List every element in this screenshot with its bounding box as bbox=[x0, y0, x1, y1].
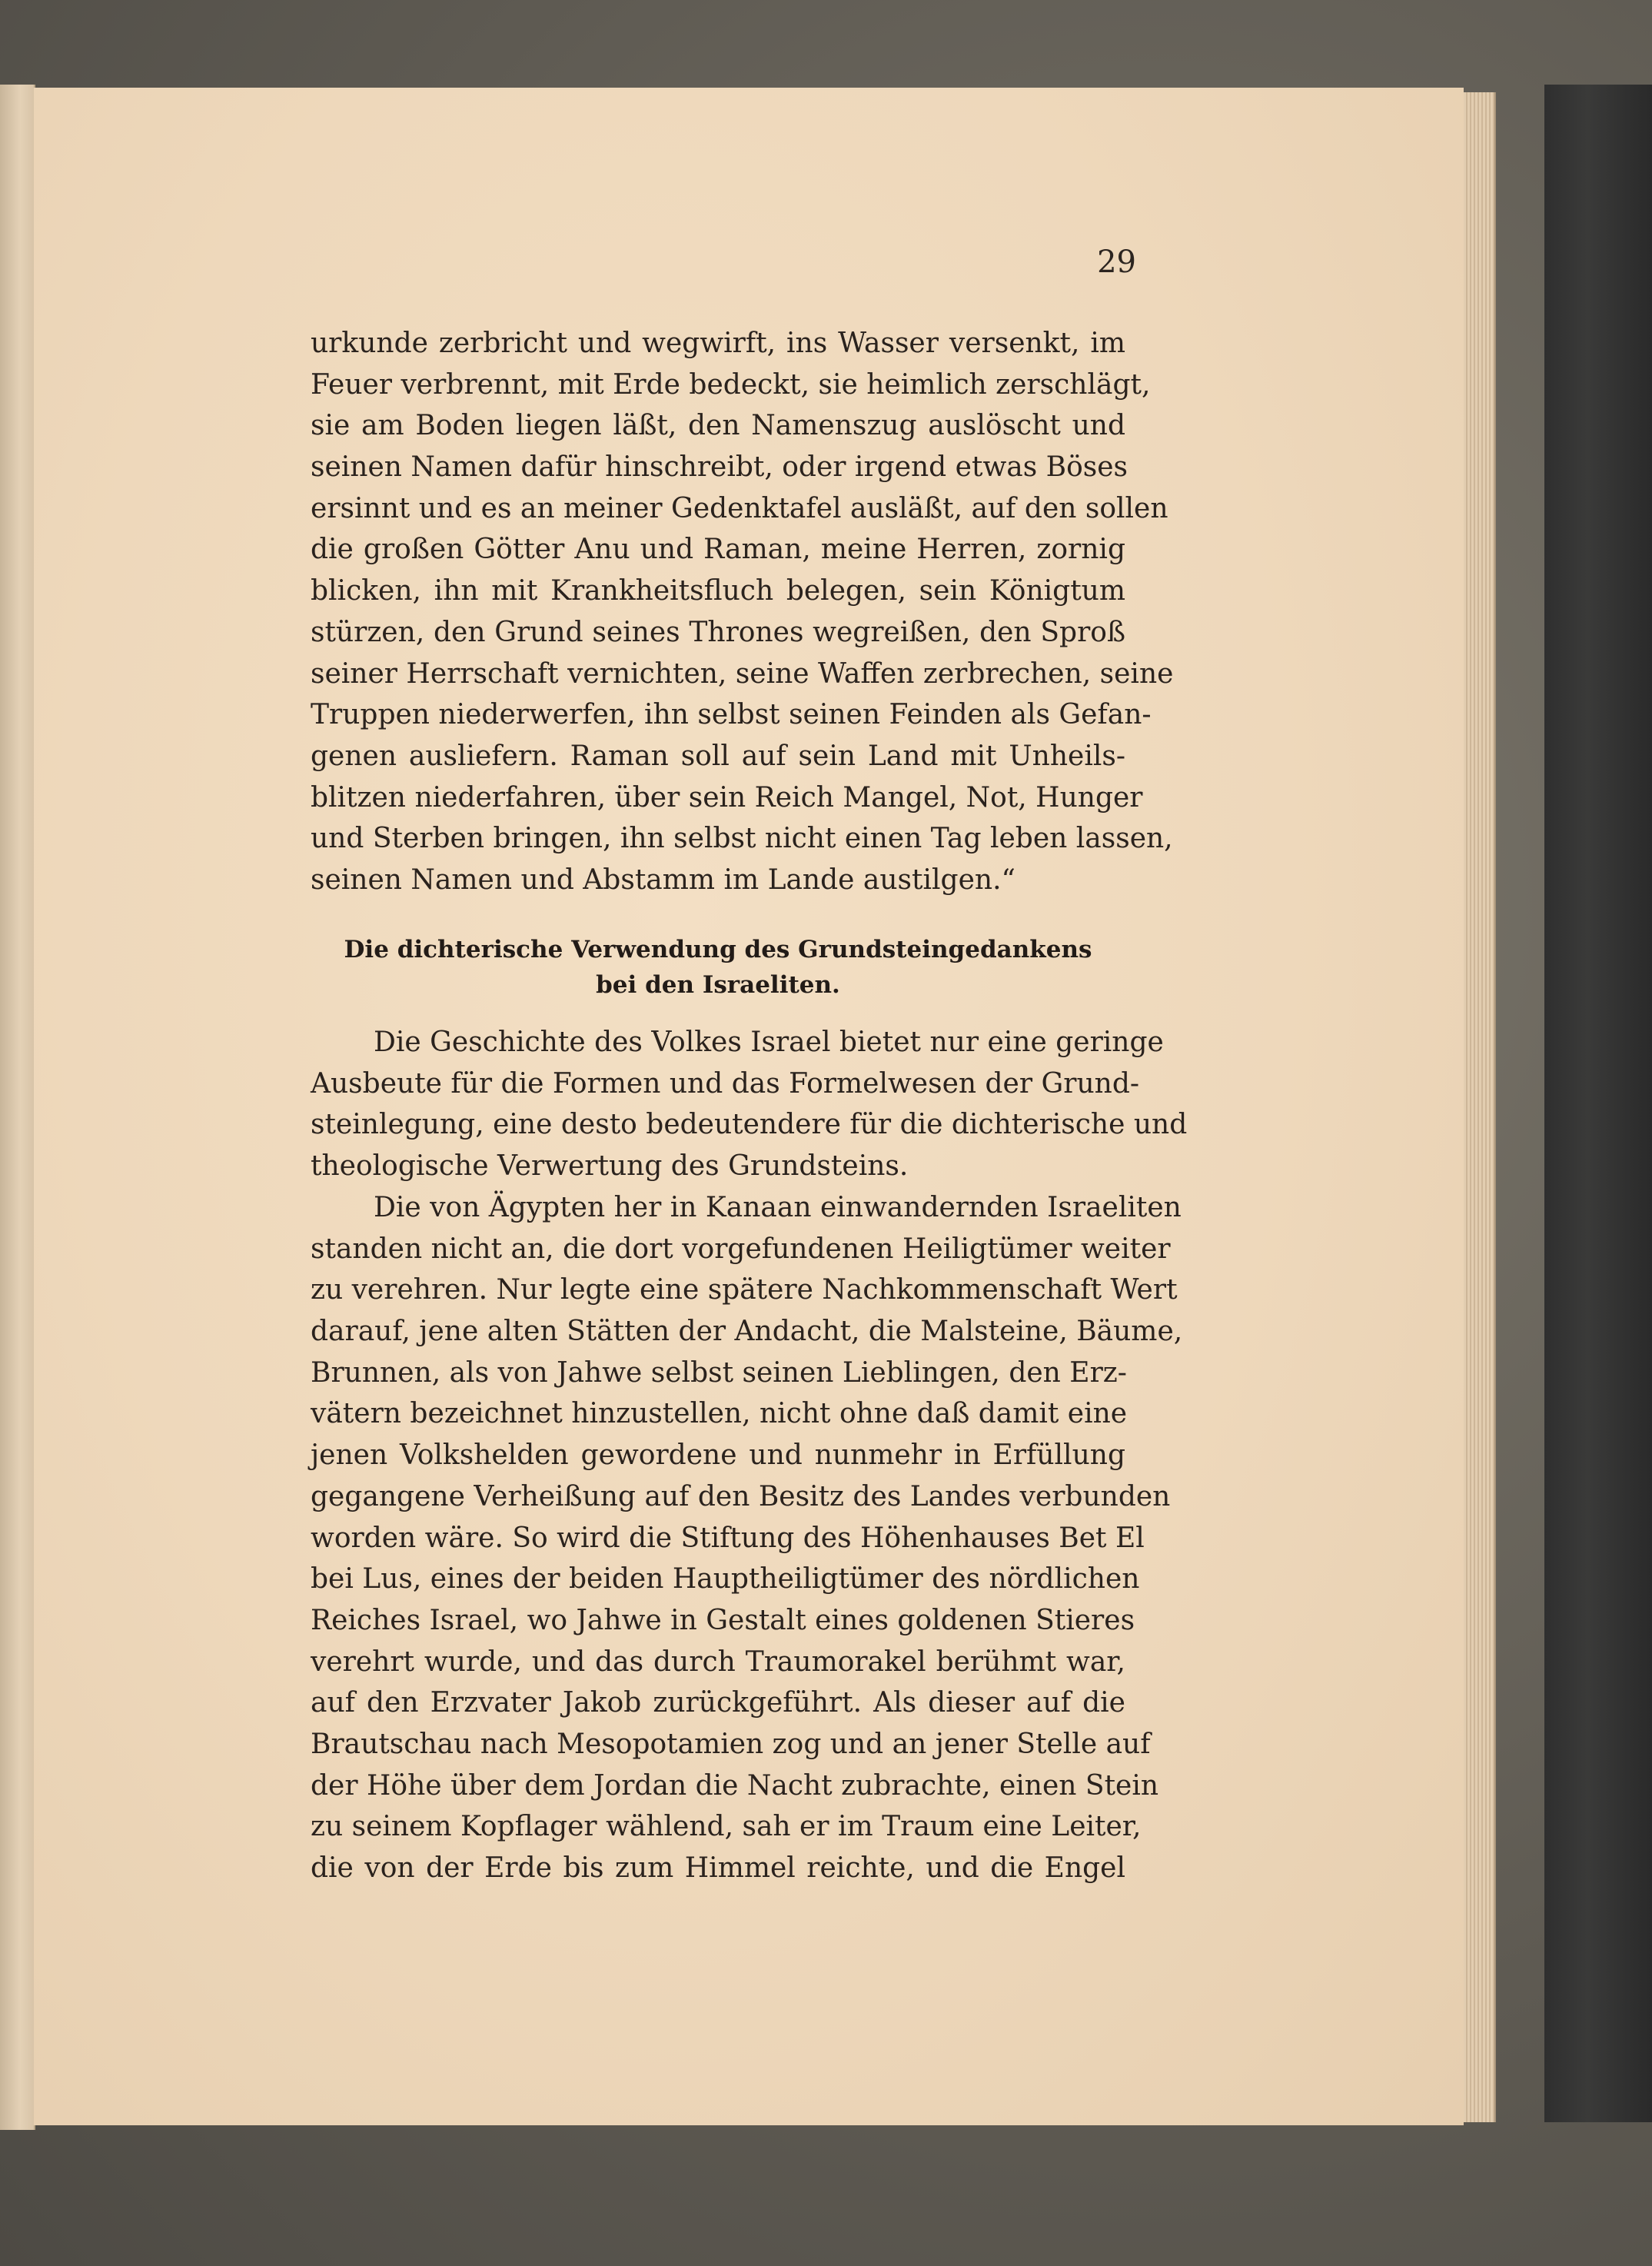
section-heading bbox=[311, 932, 1125, 1003]
facing-page-edge bbox=[0, 85, 35, 2130]
text-line: Truppen niederwerfen, ihn selbst seinen Feinden als Gefan- bbox=[311, 699, 1152, 731]
text-line: darauf, jene alten Stätten der Andacht, die Malsteine, Bäume, bbox=[311, 1316, 1183, 1348]
text-line: Brunnen, als von Jahwe selbst seinen Lieblingen, den Erz- bbox=[311, 1356, 1127, 1389]
text-line: sie am Boden liegen läßt, den Namenszug auslöscht und bbox=[311, 410, 1125, 442]
text-line: standen nicht an, die dort vorgefundenen Heiligtümer weiter bbox=[311, 1233, 1171, 1265]
page-number: 29 bbox=[1097, 245, 1136, 280]
text-line: verehrt wurde, und das durch Traumorakel berühmt war, bbox=[311, 1645, 1125, 1678]
paragraph-2 bbox=[311, 1022, 1188, 1187]
text-line: steinlegung, eine desto bedeutendere für die dichterische und bbox=[311, 1109, 1188, 1141]
text-line: urkunde zerbricht und wegwirft, ins Wasser versenkt, im bbox=[311, 328, 1125, 359]
heading-line: bei den Israeliten. bbox=[596, 971, 840, 999]
text-line: Die Geschichte des Volkes Israel bietet nur eine geringe bbox=[374, 1027, 1164, 1058]
text-line: Feuer verbrennt, mit Erde bedeckt, sie heimlich zerschlägt, bbox=[311, 368, 1151, 401]
text-line: genen ausliefern. Raman soll auf sein Land mit Unheils- bbox=[311, 740, 1125, 772]
text-line: die großen Götter Anu und Raman, meine Herren, zornig bbox=[311, 534, 1125, 566]
text-line: zu verehren. Nur legte eine spätere Nachkommenschaft Wert bbox=[311, 1274, 1178, 1306]
text-line: Reiches Israel, wo Jahwe in Gestalt eines goldenen Stieres bbox=[311, 1604, 1135, 1636]
text-line: jenen Volkshelden gewordene und nunmehr in Erfüllung bbox=[311, 1439, 1125, 1472]
book-cover-spine-edge bbox=[1544, 85, 1652, 2122]
text-line: und Sterben bringen, ihn selbst nicht einen Tag leben lassen, bbox=[311, 823, 1173, 855]
text-line: seiner Herrschaft vernichten, seine Waffen zerbrechen, seine bbox=[311, 657, 1174, 690]
text-line: gegangene Verheißung auf den Besitz des Landes verbunden bbox=[311, 1480, 1171, 1512]
text-line: worden wäre. So wird die Stiftung des Höhenhauses Bet El bbox=[311, 1522, 1145, 1554]
text-line: blitzen niederfahren, über sein Reich Mangel, Not, Hunger bbox=[311, 781, 1143, 814]
text-line: bei Lus, eines der beiden Hauptheiligtümer des nördlichen bbox=[311, 1563, 1140, 1596]
text-line: stürzen, den Grund seines Thrones wegreißen, den Sproß bbox=[311, 616, 1125, 648]
text-line: Ausbeute für die Formen und das Formelwesen der Grund- bbox=[311, 1067, 1140, 1100]
heading-line: Die dichterische Verwendung des Grundsteingedankens bbox=[344, 936, 1092, 963]
text-line: seinen Namen und Abstamm im Lande austilgen.“ bbox=[311, 863, 1015, 896]
text-line: seinen Namen dafür hinschreibt, oder irgend etwas Böses bbox=[311, 451, 1128, 484]
paragraph-1 bbox=[311, 323, 1174, 901]
text-line: auf den Erzvater Jakob zurückgeführt. Als dieser auf die bbox=[311, 1687, 1125, 1719]
text-line: blicken, ihn mit Krankheitsfluch belegen, sein Königtum bbox=[311, 575, 1125, 607]
text-line: die von der Erde bis zum Himmel reichte, und die Engel bbox=[311, 1852, 1125, 1884]
text-line: vätern bezeichnet hinzustellen, nicht ohne daß damit eine bbox=[311, 1398, 1128, 1430]
paragraph-3 bbox=[311, 1187, 1183, 1889]
text-line: der Höhe über dem Jordan die Nacht zubrachte, einen Stein bbox=[311, 1769, 1159, 1802]
page-stack-edges bbox=[1464, 92, 1496, 2122]
text-line: zu seinem Kopflager wählend, sah er im Traum eine Leiter, bbox=[311, 1811, 1142, 1843]
text-line: ersinnt und es an meiner Gedenktafel ausläßt, auf den sollen bbox=[311, 492, 1168, 524]
text-line: Brautschau nach Mesopotamien zog und an jener Stelle auf bbox=[311, 1728, 1151, 1760]
text-line: theologische Verwertung des Grundsteins. bbox=[311, 1150, 909, 1183]
text-line: Die von Ägypten her in Kanaan einwandernden Israeliten bbox=[374, 1192, 1182, 1223]
